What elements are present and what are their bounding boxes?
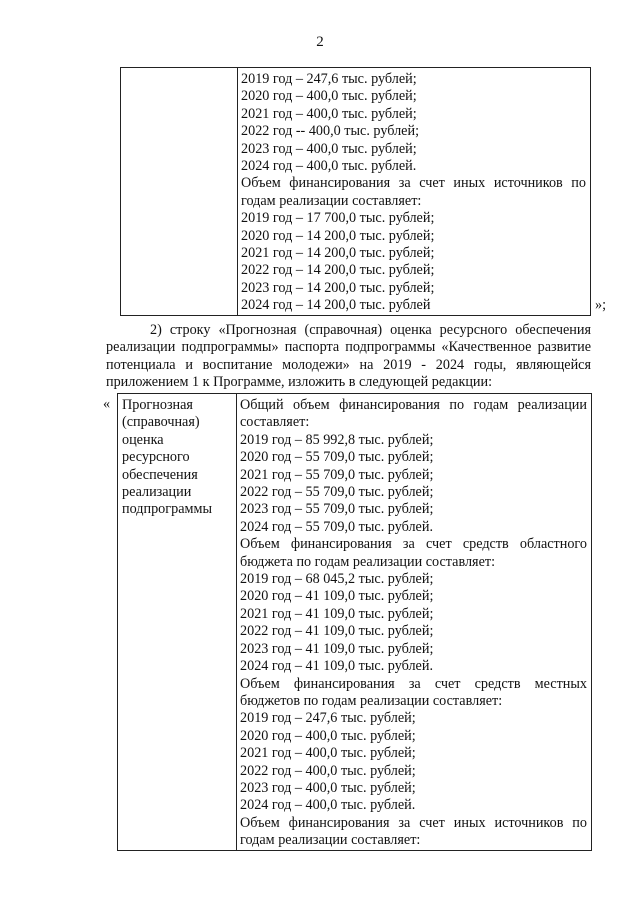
text-line: годам реализации составляет:: [240, 832, 421, 849]
text-line: Объем финансирования за счет средств местных: [240, 675, 587, 692]
text-line: Объем финансирования за счет иных источников по: [241, 175, 586, 192]
table2-left-lines: [122, 397, 234, 519]
paragraph-line: 2) строку «Прогнозная (справочная) оценка ресурсного обеспечения: [150, 322, 591, 338]
paragraph-line: реализации подпрограммы» паспорта подпрограммы «Качественное развитие: [106, 339, 591, 356]
text-line: 2019 год – 85 992,8 тыс. рублей;: [240, 431, 434, 448]
text-line: 2023 год – 400,0 тыс. рублей;: [241, 140, 417, 157]
text-line: 2019 год – 247,6 тыс. рублей;: [240, 710, 416, 727]
text-line: 2021 год – 55 709,0 тыс. рублей;: [240, 466, 434, 483]
text-line: 2024 год – 400,0 тыс. рублей.: [241, 158, 417, 175]
text-line: 2020 год – 41 109,0 тыс. рублей;: [240, 588, 434, 605]
text-line: 2023 год – 400,0 тыс. рублей;: [240, 779, 416, 796]
text-line: 2023 год – 41 109,0 тыс. рублей;: [240, 640, 434, 657]
financing-table-continued: [120, 67, 591, 316]
text-line: бюджета по годам реализации составляет:: [240, 553, 496, 570]
paragraph-line: потенциала и воспитание молодежи» на 2019 - 2024 годы, являющейся: [106, 356, 591, 373]
amendment-paragraph: [106, 322, 591, 392]
text-line: 2019 год – 68 045,2 тыс. рублей;: [240, 571, 434, 588]
forecast-resource-table: [117, 393, 592, 851]
page-number: 2: [316, 34, 324, 50]
text-line: 2024 год – 41 109,0 тыс. рублей.: [240, 658, 433, 675]
text-line: Объем финансирования за счет иных источников по: [240, 814, 587, 831]
text-line: 2021 год – 400,0 тыс. рублей;: [241, 105, 417, 122]
text-line: 2019 год – 17 700,0 тыс. рублей;: [241, 210, 435, 227]
table2-left-cell: [118, 394, 237, 851]
text-line: 2021 год – 41 109,0 тыс. рублей;: [240, 605, 434, 622]
text-line: 2023 год – 14 200,0 тыс. рублей;: [241, 279, 435, 296]
closing-quote-mark: »;: [595, 297, 607, 313]
text-line: 2021 год – 400,0 тыс. рублей;: [240, 745, 416, 762]
text-line: ресурсного: [122, 449, 190, 466]
text-line: годам реализации составляет:: [241, 192, 422, 209]
text-line: обеспечения: [122, 466, 198, 483]
text-line: 2022 год – 55 709,0 тыс. рублей;: [240, 484, 434, 501]
text-line: 2022 год – 14 200,0 тыс. рублей;: [241, 262, 435, 279]
text-line: 2022 год -- 400,0 тыс. рублей;: [241, 123, 420, 140]
text-line: Объем финансирования за счет средств областного: [240, 536, 587, 553]
text-line: 2020 год – 400,0 тыс. рублей;: [240, 727, 416, 744]
text-line: Общий объем финансирования по годам реализации: [240, 397, 587, 413]
text-line: 2023 год – 55 709,0 тыс. рублей;: [240, 501, 434, 518]
text-line: 2024 год – 55 709,0 тыс. рублей.: [240, 518, 433, 535]
text-line: 2022 год – 400,0 тыс. рублей;: [240, 762, 416, 779]
text-line: Прогнозная: [122, 397, 193, 413]
text-line: 2022 год – 41 109,0 тыс. рублей;: [240, 623, 434, 640]
text-line: 2024 год – 14 200,0 тыс. рублей: [241, 297, 431, 314]
text-line: 2024 год – 400,0 тыс. рублей.: [240, 797, 416, 814]
text-line: 2020 год – 400,0 тыс. рублей;: [241, 88, 417, 105]
table2-right-lines: [240, 397, 587, 850]
table1-right-cell: [238, 68, 591, 316]
paragraph-line: приложением 1 к Программе, изложить в следующей редакции:: [106, 374, 493, 391]
text-line: составляет:: [240, 414, 310, 431]
table2-right-cell: [237, 394, 592, 851]
text-line: (справочная): [122, 414, 200, 431]
text-line: 2019 год – 247,6 тыс. рублей;: [241, 71, 417, 87]
text-line: реализации: [122, 484, 192, 501]
text-line: подпрограммы: [122, 501, 212, 518]
text-line: 2021 год – 14 200,0 тыс. рублей;: [241, 245, 435, 262]
opening-quote-mark: «: [103, 396, 111, 412]
text-line: оценка: [122, 431, 164, 448]
table1-lines: [241, 71, 586, 315]
text-line: 2020 год – 14 200,0 тыс. рублей;: [241, 227, 435, 244]
table1-left-cell: [121, 68, 238, 316]
text-line: 2020 год – 55 709,0 тыс. рублей;: [240, 449, 434, 466]
text-line: бюджетов по годам реализации составляет:: [240, 692, 503, 709]
